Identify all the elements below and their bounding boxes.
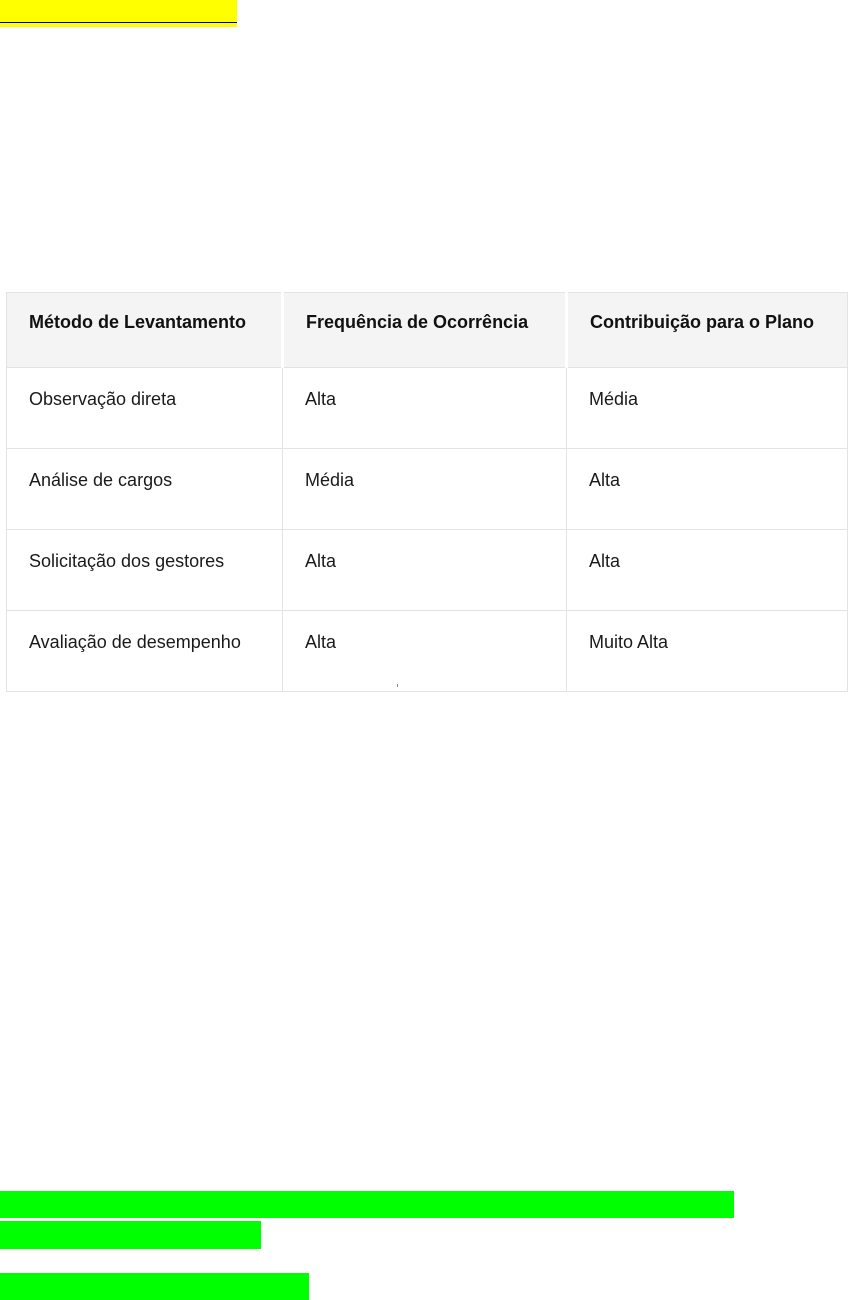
green-highlight-bar (0, 1273, 309, 1300)
table-row (7, 449, 848, 530)
table-row (7, 611, 848, 692)
methods-table (6, 292, 848, 692)
green-highlight-bar (0, 1221, 261, 1249)
table-cell-frequencia: Alta (283, 611, 567, 692)
table-cell-frequencia: Alta (283, 530, 567, 611)
table-cell-frequencia: Média (283, 449, 567, 530)
table-cell-metodo: Solicitação dos gestores (7, 530, 283, 611)
table-cell-metodo: Análise de cargos (7, 449, 283, 530)
green-highlight-bar (0, 1191, 734, 1218)
table-cell-metodo: Observação direta (7, 368, 283, 449)
table-row (7, 368, 848, 449)
stray-mark (397, 684, 398, 687)
table-cell-metodo: Avaliação de desempenho (7, 611, 283, 692)
header-frequencia: Frequência de Ocorrência (283, 293, 567, 368)
table-cell-contribuicao: Muito Alta (567, 611, 848, 692)
highlight-underline (0, 22, 237, 23)
header-metodo: Método de Levantamento (7, 293, 283, 368)
table-cell-frequencia: Alta (283, 368, 567, 449)
table-header-row (7, 293, 848, 368)
table-cell-contribuicao: Alta (567, 449, 848, 530)
table-cell-contribuicao: Média (567, 368, 848, 449)
table-row (7, 530, 848, 611)
header-contribuicao: Contribuição para o Plano (567, 293, 848, 368)
table-cell-contribuicao: Alta (567, 530, 848, 611)
